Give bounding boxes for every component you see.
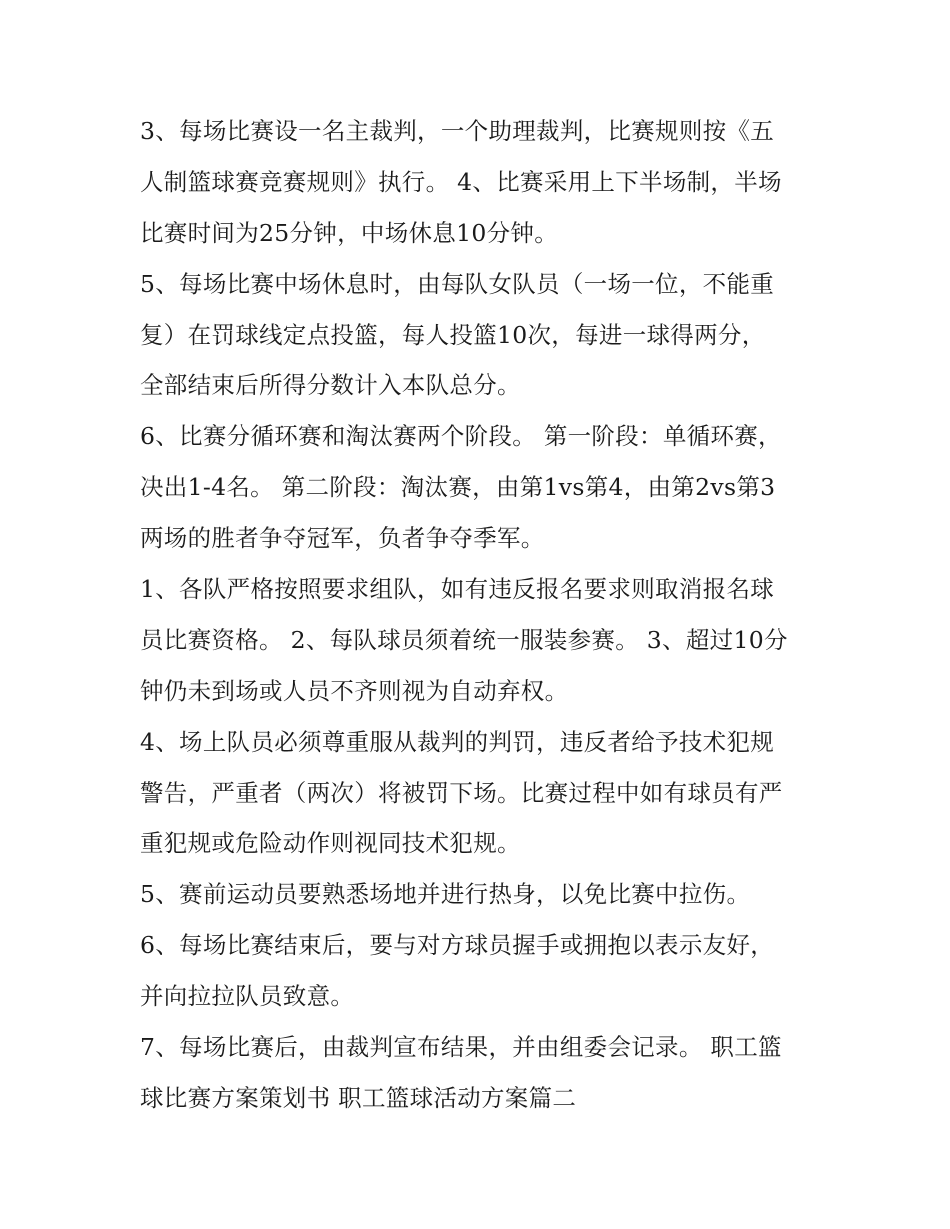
paragraph [140, 263, 830, 416]
text-line: 决出1-4名。 第二阶段：淘汰赛，由第1vs第4，由第2vs第3 [140, 473, 776, 502]
text-line: 比赛时间为25分钟，中场休息10分钟。 [140, 218, 559, 247]
paragraph [140, 873, 830, 924]
text-line: 6、每场比赛结束后，要与对方球员握手或拥抱以表示友好， [140, 931, 775, 960]
text-line: 球比赛方案策划书 职工篮球活动方案篇二 [140, 1083, 577, 1112]
paragraph [140, 568, 830, 721]
text-line: 1、各队严格按照要求组队，如有违反报名要求则取消报名球 [140, 575, 775, 604]
text-line: 两场的胜者争夺冠军，负者争夺季军。 [140, 524, 545, 553]
text-line: 5、赛前运动员要熟悉场地并进行热身，以免比赛中拉伤。 [140, 880, 751, 909]
text-line: 全部结束后所得分数计入本队总分。 [140, 371, 521, 400]
text-line: 复）在罚球线定点投篮，每人投篮10次，每进一球得两分， [140, 320, 766, 349]
text-line: 7、每场比赛后，由裁判宣布结果，并由组委会记录。 职工篮 [140, 1033, 782, 1062]
paragraph [140, 110, 830, 263]
paragraph [140, 1026, 830, 1128]
paragraph [140, 721, 830, 874]
text-line: 钟仍未到场或人员不齐则视为自动弃权。 [140, 676, 569, 705]
text-line: 警告，严重者（两次）将被罚下场。比赛过程中如有球员有严 [140, 778, 783, 807]
text-line: 4、场上队员必须尊重服从裁判的判罚，违反者给予技术犯规 [140, 727, 775, 756]
text-line: 5、每场比赛中场休息时，由每队女队员（一场一位，不能重 [140, 269, 775, 298]
text-line: 人制篮球赛竞赛规则》执行。 4、比赛采用上下半场制，半场 [140, 167, 782, 196]
paragraph [140, 415, 830, 568]
paragraph [140, 924, 830, 1026]
document-body [140, 110, 830, 1128]
text-line: 重犯规或危险动作则视同技术犯规。 [140, 829, 521, 858]
text-line: 6、比赛分循环赛和淘汰赛两个阶段。 第一阶段：单循环赛， [140, 422, 782, 451]
text-line: 3、每场比赛设一名主裁判，一个助理裁判，比赛规则按《五 [140, 117, 775, 145]
text-line: 并向拉拉队员致意。 [140, 982, 355, 1011]
text-line: 员比赛资格。 2、每队球员须着统一服装参赛。 3、超过10分 [140, 625, 788, 654]
